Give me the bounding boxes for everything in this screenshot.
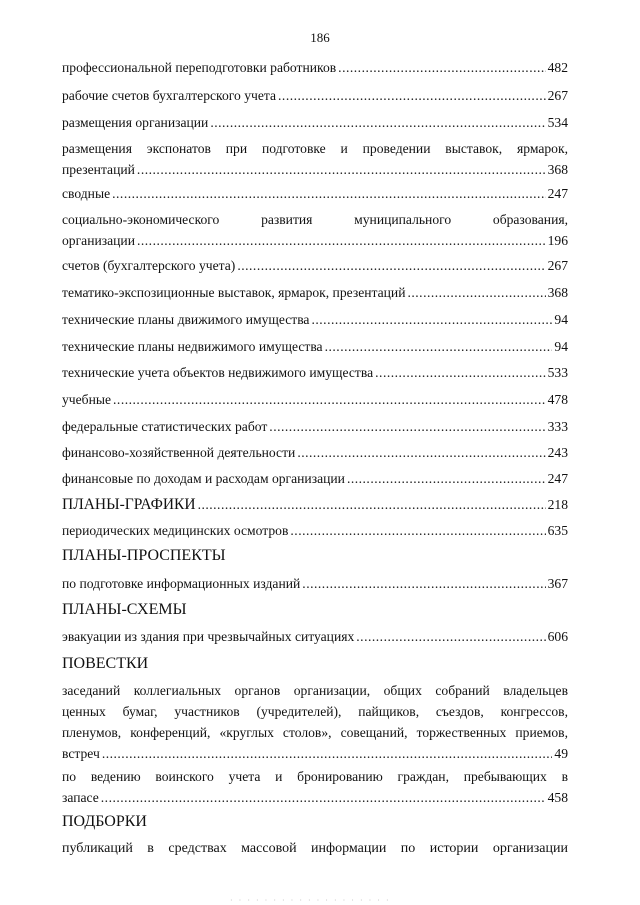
- dot-leader: [278, 85, 546, 106]
- entry-page: 267: [547, 258, 568, 273]
- index-entry: [62, 209, 568, 251]
- entry-text: сводные: [62, 186, 111, 201]
- dot-leader: [137, 159, 546, 180]
- dot-leader: [325, 336, 553, 357]
- page-number: 186: [310, 30, 330, 45]
- entry-page: 247: [547, 471, 568, 486]
- index-entry: [62, 57, 568, 78]
- dot-leader: [102, 743, 553, 764]
- entry-text: финансово-хозяйственной деятельности: [62, 445, 296, 460]
- entry-text: технические учета объектов недвижимого имущества: [62, 365, 374, 380]
- dot-leader: [375, 362, 545, 383]
- index-entry: [62, 85, 568, 106]
- entry-text: учебные: [62, 392, 112, 407]
- index-entry: [62, 626, 568, 647]
- dot-leader: [338, 57, 545, 78]
- entry-line: размещения экспонатов при подготовке и проведении выставок, ярмарок,: [62, 141, 568, 156]
- entry-page: 482: [547, 60, 568, 75]
- index-entry: [62, 442, 568, 463]
- dot-leader: [311, 309, 552, 330]
- entry-line: пленумов, конференций, «круглых столов», совещаний, торжественных приемов,: [62, 725, 568, 740]
- entry-text: по подготовке информационных изданий: [62, 576, 301, 591]
- scan-artifact: · · · · · · · · · · · · · · · · · · ·: [230, 896, 391, 904]
- entry-text: федеральные статистических работ: [62, 419, 268, 434]
- index-entry: [62, 112, 568, 133]
- index-entry: [62, 520, 568, 541]
- section-heading: ПЛАНЫ-ПРОСПЕКТЫ: [62, 547, 226, 564]
- entry-page: 606: [547, 629, 568, 644]
- dot-leader: [269, 416, 545, 437]
- trailing-text: публикаций в средствах массовой информации по истории организации: [62, 841, 568, 856]
- entry-page: 196: [547, 233, 568, 248]
- entry-page: 635: [547, 523, 568, 538]
- entry-page: 267: [547, 88, 568, 103]
- entry-line: по ведению воинского учета и бронированию граждан, пребывающих в: [62, 769, 568, 784]
- dot-leader: [297, 442, 545, 463]
- entry-page: 533: [547, 365, 568, 380]
- entry-text: финансовые по доходам и расходам организации: [62, 471, 345, 486]
- dot-leader: [290, 520, 545, 541]
- dot-leader: [113, 389, 546, 410]
- index-entry: [62, 309, 568, 330]
- entry-page: 49: [554, 746, 568, 761]
- entry-page: 247: [547, 186, 568, 201]
- entry-line: ценных бумаг, участников (учредителей), пайщиков, съездов, конгрессов,: [62, 704, 568, 719]
- index-entry: [62, 138, 568, 180]
- entry-text: размещения организации: [62, 115, 209, 130]
- entry-page: 534: [547, 115, 568, 130]
- section-heading: ПЛАНЫ-СХЕМЫ: [62, 601, 187, 618]
- entry-page: 368: [547, 285, 568, 300]
- entry-text: организации: [62, 233, 135, 248]
- entry-text: профессиональной переподготовки работников: [62, 60, 337, 75]
- entry-text: технические планы недвижимого имущества: [62, 339, 323, 354]
- entry-text: счетов (бухгалтерского учета): [62, 258, 236, 273]
- dot-leader: [198, 494, 546, 515]
- entry-page: 94: [554, 339, 568, 354]
- index-entry: [62, 416, 568, 437]
- index-entry: [62, 680, 568, 764]
- entry-page: 94: [554, 312, 568, 327]
- section-heading: ПОДБОРКИ: [62, 813, 147, 830]
- dot-leader: [137, 230, 546, 251]
- dot-leader: [407, 282, 545, 303]
- entry-text: тематико-экспозиционные выставок, ярмарок, презентаций: [62, 285, 406, 300]
- entry-text: презентаций: [62, 162, 135, 177]
- dot-leader: [356, 626, 545, 647]
- entry-text: эвакуации из здания при чрезвычайных ситуациях: [62, 629, 355, 644]
- section-heading: ПОВЕСТКИ: [62, 655, 149, 672]
- index-entry: [62, 468, 568, 489]
- index-entry: [62, 336, 568, 357]
- entry-page: 478: [547, 392, 568, 407]
- entry-text: запасе: [62, 790, 99, 805]
- entry-page: 367: [547, 576, 568, 591]
- entry-line: заседаний коллегиальных органов организации, общих собраний владельцев: [62, 683, 568, 698]
- entry-text: встреч: [62, 746, 100, 761]
- index-entry: [62, 282, 568, 303]
- index-entry: [62, 573, 568, 594]
- dot-leader: [112, 183, 545, 204]
- index-entry: [62, 362, 568, 383]
- index-entry: [62, 183, 568, 204]
- entry-page: 333: [547, 419, 568, 434]
- dot-leader: [237, 255, 545, 276]
- dot-leader: [210, 112, 545, 133]
- entry-text: технические планы движимого имущества: [62, 312, 310, 327]
- index-entry: [62, 255, 568, 276]
- entry-page: 458: [547, 790, 568, 805]
- dot-leader: [347, 468, 546, 489]
- entry-text: рабочие счетов бухгалтерского учета: [62, 88, 277, 103]
- entry-page: 218: [547, 497, 568, 512]
- entry-line: социально-экономического развития муниципального образования,: [62, 212, 568, 227]
- entry-page: 368: [547, 162, 568, 177]
- index-entry: [62, 766, 568, 808]
- index-heading-entry: [62, 494, 568, 515]
- entry-page: 243: [547, 445, 568, 460]
- entry-text: ПЛАНЫ-ГРАФИКИ: [62, 496, 196, 513]
- index-entry: [62, 389, 568, 410]
- dot-leader: [101, 787, 546, 808]
- entry-text: периодических медицинских осмотров: [62, 523, 289, 538]
- dot-leader: [302, 573, 545, 594]
